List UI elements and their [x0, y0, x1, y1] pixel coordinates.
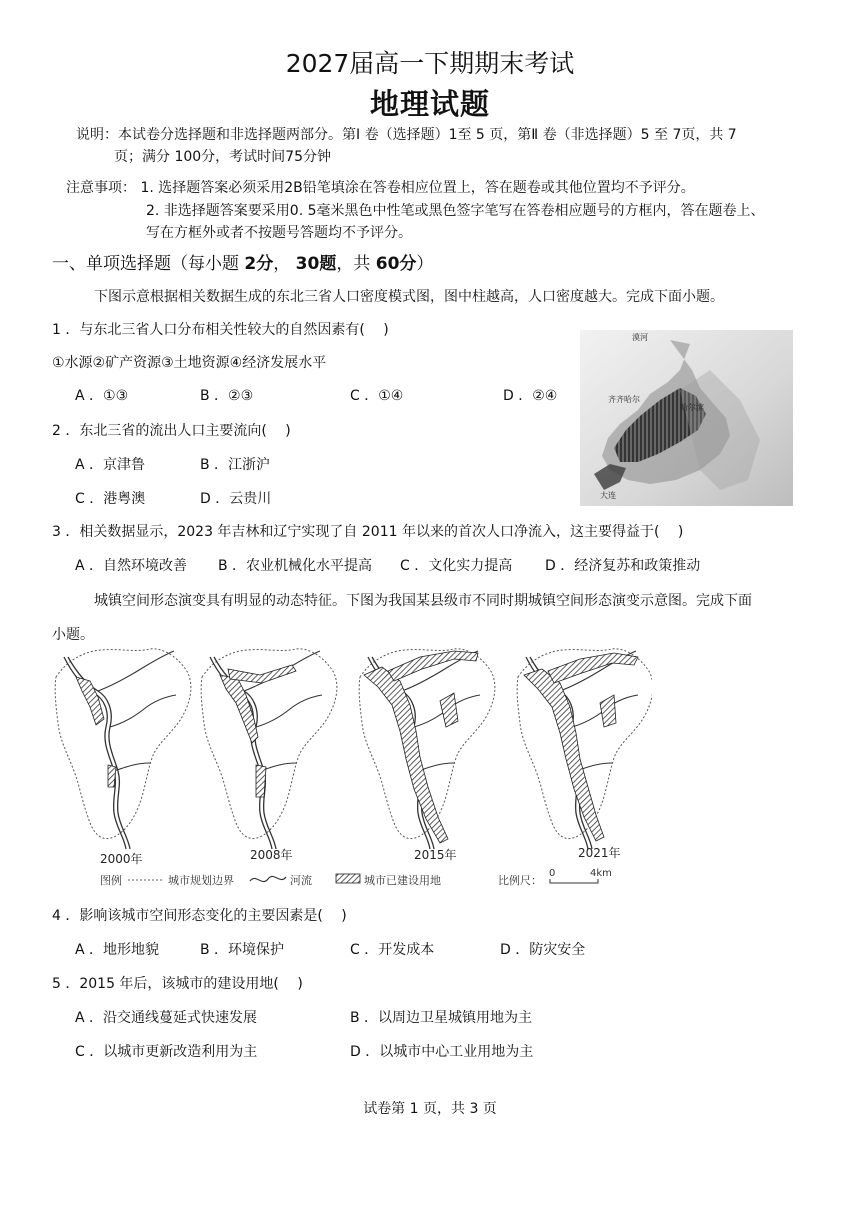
question-5-stem: 5 ．2015 年后，该城市的建设用地( ) [52, 976, 303, 992]
legend-title: 图例 [100, 874, 122, 887]
scale-label: 比例尺： [498, 874, 542, 887]
figure-label-mohe: 漠河 [632, 333, 648, 342]
question-4-stem: 4 ．影响该城市空间形态变化的主要因素是( ) [52, 908, 347, 924]
question-1-option-c[interactable]: C ．①④ [350, 388, 404, 404]
question-3-option-b[interactable]: B ．农业机械化水平提高 [218, 558, 373, 574]
question-4-option-b[interactable]: B ．环境保护 [200, 942, 285, 958]
figure-label-harbin: 哈尔滨 [680, 403, 704, 412]
scale-bar [550, 879, 598, 883]
map-2015 [359, 649, 495, 849]
map-2008 [201, 649, 337, 849]
scale-zero: 0 [549, 868, 556, 879]
question-2-option-c[interactable]: C ．港粤澳 [75, 491, 146, 507]
legend-river-symbol [250, 876, 286, 881]
city-evolution-figure [52, 645, 652, 890]
question-3-option-c[interactable]: C ．文化实力提高 [400, 558, 513, 574]
intro-text-2: 城镇空间形态演变具有明显的动态特征。下图为我国某县级市不同时期城镇空间形态演变示意图。完成下面 [94, 593, 752, 609]
attention-line-2: 2. 非选择题答案要采用0. 5毫米黑色中性笔或黑色签字笔写在答卷相应题号的方框内，答在题卷上、 [146, 203, 765, 219]
question-2-option-d[interactable]: D ．云贵川 [200, 491, 272, 507]
question-4-option-d[interactable]: D ．防灾安全 [500, 942, 586, 958]
year-label-2021: 2021年 [578, 846, 621, 860]
question-2-stem: 2 ．东北三省的流出人口主要流向( ) [52, 423, 291, 439]
exam-title: 2027届高一下期期末考试 [285, 49, 575, 78]
legend-built-symbol [336, 874, 360, 883]
intro-text-2-cont: 小题。 [52, 627, 94, 643]
attention-line-3: 写在方框外或者不按题号答题均不予评分。 [146, 225, 412, 241]
intro-text-1: 下图示意根据相关数据生成的东北三省人口密度模式图，图中柱越高，人口密度越大。完成下面小题。 [94, 289, 724, 305]
legend-river-label: 河流 [290, 874, 312, 887]
legend-boundary-label: 城市规划边界 [168, 874, 234, 887]
legend-built-label: 城市已建设用地 [364, 874, 441, 887]
question-2-option-a[interactable]: A ．京津鲁 [75, 457, 146, 473]
question-4-option-c[interactable]: C ．开发成本 [350, 942, 435, 958]
question-5-option-d[interactable]: D ．以城市中心工业用地为主 [350, 1044, 534, 1060]
page-footer: 试卷第 1 页，共 3 页 [363, 1101, 497, 1117]
question-1-option-a[interactable]: A ．①③ [75, 388, 129, 404]
question-3-option-d[interactable]: D ．经济复苏和政策推动 [545, 558, 701, 574]
population-density-figure [580, 330, 793, 506]
question-4-option-a[interactable]: A ．地形地貌 [75, 942, 160, 958]
question-5-option-a[interactable]: A ．沿交通线蔓延式快速发展 [75, 1010, 258, 1026]
scale-km: 4km [590, 868, 612, 879]
question-1-option-b[interactable]: B ．②③ [200, 388, 254, 404]
figure-label-qiqihar: 齐齐哈尔 [608, 395, 640, 404]
year-label-2008: 2008年 [250, 848, 293, 862]
question-3-stem: 3 ．相关数据显示，2023 年吉林和辽宁实现了自 2011 年以来的首次人口净流入，这主要得益于( ) [52, 524, 684, 540]
attention-line-1: 注意事项： 1. 选择题答案必须采用2B铅笔填涂在答卷相应位置上，答在题卷或其他位置均不予评分。 [66, 180, 695, 196]
question-5-option-b[interactable]: B ．以周边卫星城镇用地为主 [350, 1010, 533, 1026]
map-2000 [55, 649, 191, 849]
map-2021 [517, 649, 652, 849]
question-5-option-c[interactable]: C ．以城市更新改造利用为主 [75, 1044, 258, 1060]
question-1-option-d[interactable]: D ．②④ [503, 388, 558, 404]
section-heading: 一、单项选择题（每小题 2分， 30题，共 60分） [52, 254, 434, 274]
explain-line-1: 说明：本试卷分选择题和非选择题两部分。第Ⅰ 卷（选择题）1至 5 页，第Ⅱ 卷（非选择题）5 至 7页，共 7 [76, 127, 737, 143]
year-label-2000: 2000年 [100, 852, 143, 866]
figure-label-dalian: 大连 [600, 491, 616, 500]
question-3-option-a[interactable]: A ．自然环境改善 [75, 558, 188, 574]
year-label-2015: 2015年 [414, 848, 457, 862]
question-2-option-b[interactable]: B ．江浙沪 [200, 457, 271, 473]
question-1-stem: 1 ．与东北三省人口分布相关性较大的自然因素有( ) [52, 322, 389, 338]
subject-title: 地理试题 [369, 87, 490, 121]
question-1-items: ①水源②矿产资源③土地资源④经济发展水平 [52, 355, 327, 371]
explain-line-2: 页；满分 100分，考试时间75分钟 [114, 149, 331, 165]
